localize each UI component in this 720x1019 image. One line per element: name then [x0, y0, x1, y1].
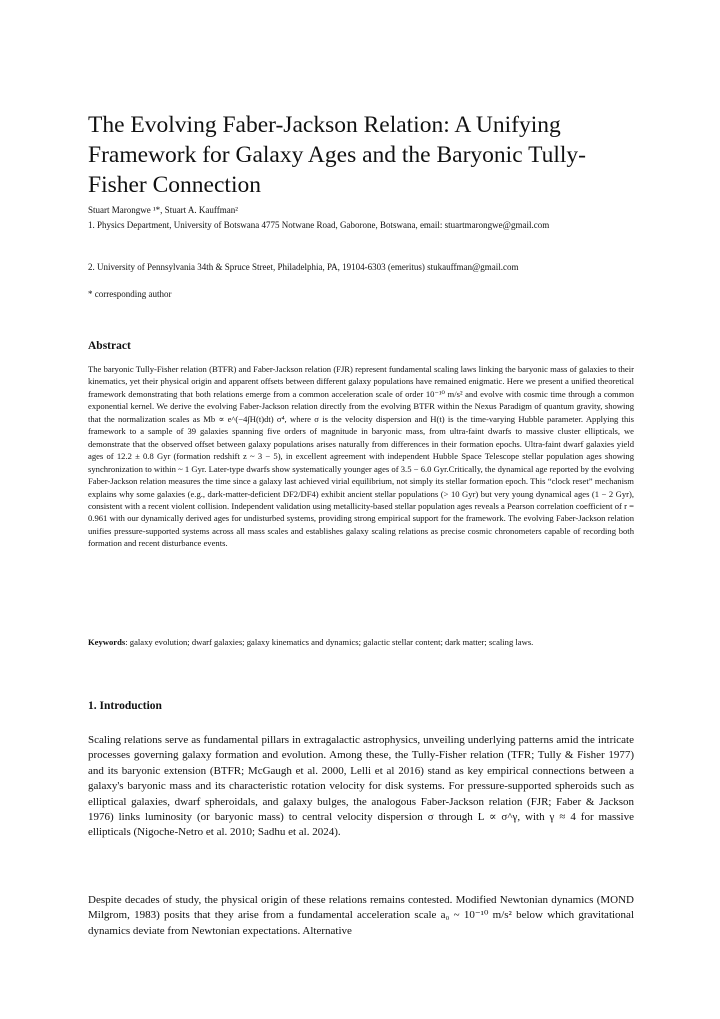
paper-title: The Evolving Faber-Jackson Relation: A Unifying Framework for Galaxy Ages and the Baryonic Tully-Fisher Connection: [88, 112, 586, 198]
corresponding-author-note: * corresponding author: [88, 289, 172, 299]
intro-paragraph-1: Scaling relations serve as fundamental pillars in extragalactic astrophysics, unveiling underlying patterns amid the intricate processes governing galaxy formation and evolution. Among these, the Tully-Fisher relation (TFR; Tully & Fisher 1977) and its baryonic extension (BTFR; McGaugh et al. 2000, Lelli et al 2016) stand as key empirical connections between a galaxy's baryonic mass and its characteristic rotation velocity for disk systems. For pressure-supported spheroids such as elliptical galaxies, dwarf spheroidals, and galaxy bulges, the analogous Faber-Jackson relation (FJR; Faber & Jackson 1976) links luminosity (or baryonic mass) to central velocity dispersion σ through L ∝ σ^γ, with γ ≈ 4 for massive ellipticals (Nigoche-Netro et al. 2010; Sadhu et al. 2024).: [88, 734, 634, 839]
author-list: Stuart Marongwe ¹*, Stuart A. Kauffman²: [88, 205, 238, 215]
abstract-text: The baryonic Tully-Fisher relation (BTFR) and Faber-Jackson relation (FJR) represent fundamental scaling laws linking the baryonic mass of galaxies to their kinematics, yet their physical origin and apparent offsets between different galaxy populations have remained enigmatic. Here we present a unified theoretical framework demonstrating that both relations emerge from a common acceleration scale of order 10⁻¹⁰ m/s² and evolve with cosmic time through a common exponential kernel. We derive the evolving Faber-Jackson relation directly from the evolving BTFR within the Nexus Paradigm of quantum gravity, showing that the normalization scales as Mb ∝ e^(−4∫H(t)dt) σ⁴, where σ is the velocity dispersion and H(t) is the time-varying Hubble parameter. Applying this framework to a sample of 39 galaxies spanning five orders of magnitude in baryonic mass, from ultra-faint dwarfs to massive cluster ellipticals, we demonstrate that the observed offset between galaxy populations arises naturally from differences in their formation epochs. Ultra-faint dwarf galaxies yield ages of 12.2 ± 0.8 Gyr (formation redshift z ~ 3 − 5), in excellent agreement with independent Hubble Space Telescope stellar population ages showing synchronization to within ~ 1 Gyr. Later-type dwarfs show systematically younger ages of 3.5 − 6.0 Gyr.Critically, the dynamical age reported by the evolving Faber-Jackson relation measures the time since a galaxy last achieved virial equilibrium, not simply its stellar formation epoch. This “clock reset” mechanism explains why some galaxies (e.g., dark-matter-deficient DF2/DF4) exhibit ancient stellar populations (> 10 Gyr) but very young dynamical ages (1 − 2 Gyr), consistent with a recent violent collision. Independent validation using metallicity-based stellar population ages reveals a Pearson correlation coefficient of r = 0.961 with our dynamically derived ages for undisturbed systems, providing strong empirical support for the framework. The evolving Faber-Jackson relation unifies pressure-supported systems across all mass scales and establishes galaxy scaling relations as precise cosmic chronometers capable of recording both formation and recent disturbance events.: [88, 364, 634, 549]
keywords-label: Keywords: [88, 637, 126, 647]
affiliation-2: 2. University of Pennsylvania 34th & Spruce Street, Philadelphia, PA, 19104-6303 (emeritus) stukauffman@gmail.com: [88, 262, 519, 272]
keywords-list: : galaxy evolution; dwarf galaxies; galaxy kinematics and dynamics; galactic stellar content; dark matter; scaling laws.: [125, 637, 534, 647]
section-heading-introduction: 1. Introduction: [88, 700, 162, 712]
intro-paragraph-2: Despite decades of study, the physical origin of these relations remains contested. Modified Newtonian dynamics (MOND Milgrom, 1983) posits that they arise from a fundamental acceleration scale a₀ ~ 10⁻¹⁰ m/s² below which gravitational dynamics deviate from Newtonian expectations. Alternative: [88, 894, 634, 937]
affiliation-1: 1. Physics Department, University of Botswana 4775 Notwane Road, Gaborone, Botswana, email: stuartmarongwe@gmail.com: [88, 220, 550, 230]
keywords: [88, 636, 634, 648]
abstract-heading: Abstract: [88, 340, 131, 352]
